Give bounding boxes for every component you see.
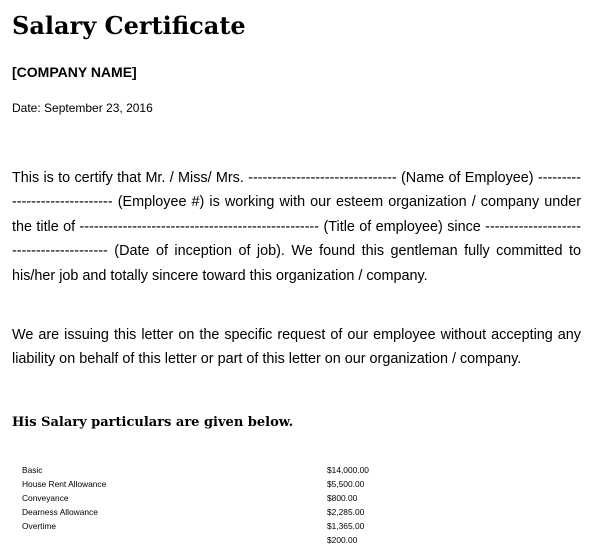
salary-item-amount: $1,365.00: [327, 520, 365, 531]
salary-item-amount: $2,285.00: [327, 506, 365, 517]
salary-heading: His Salary particulars are given below.: [12, 415, 294, 430]
disclaimer-paragraph: We are issuing this letter on the specific request of our employee without accepting any liability on behalf of this letter or part of this letter on our organization / company.: [12, 327, 581, 368]
salary-item-amount: $14,000.00: [327, 465, 369, 475]
table-row: [22, 478, 407, 492]
salary-item-label: [22, 534, 327, 548]
table-row: [22, 534, 407, 548]
table-row: [22, 492, 407, 506]
table-row: [22, 464, 407, 478]
salary-item-amount: $200.00: [327, 534, 358, 545]
salary-item-label: Overtime: [22, 520, 56, 531]
date-line: Date: September 23, 2016: [12, 101, 153, 115]
certification-paragraph: This is to certify that Mr. / Miss/ Mrs. ------------------------------- (Name of Employee) ------------------------------ (Employee #) is working with our esteem organization / company under the title of -------------------------------------------------- (Title of employee) since ---------------------------------------- (Date of inception of job). We found this gentleman fully committed to his/her job and totally sincere toward this organization / company.: [12, 170, 581, 284]
salary-item-amount: $800.00: [327, 492, 358, 503]
salary-item-label: Conveyance: [22, 492, 69, 503]
table-row: [22, 506, 407, 520]
document-title: Salary Certificate: [12, 11, 246, 40]
salary-item-label: Basic: [22, 465, 43, 475]
salary-table: [22, 464, 407, 547]
table-row: [22, 520, 407, 534]
salary-item-label: Dearness Allowance: [22, 506, 98, 517]
salary-item-amount: $5,500.00: [327, 478, 365, 489]
company-name-placeholder: [COMPANY NAME]: [12, 64, 137, 80]
salary-item-label: House Rent Allowance: [22, 478, 107, 489]
